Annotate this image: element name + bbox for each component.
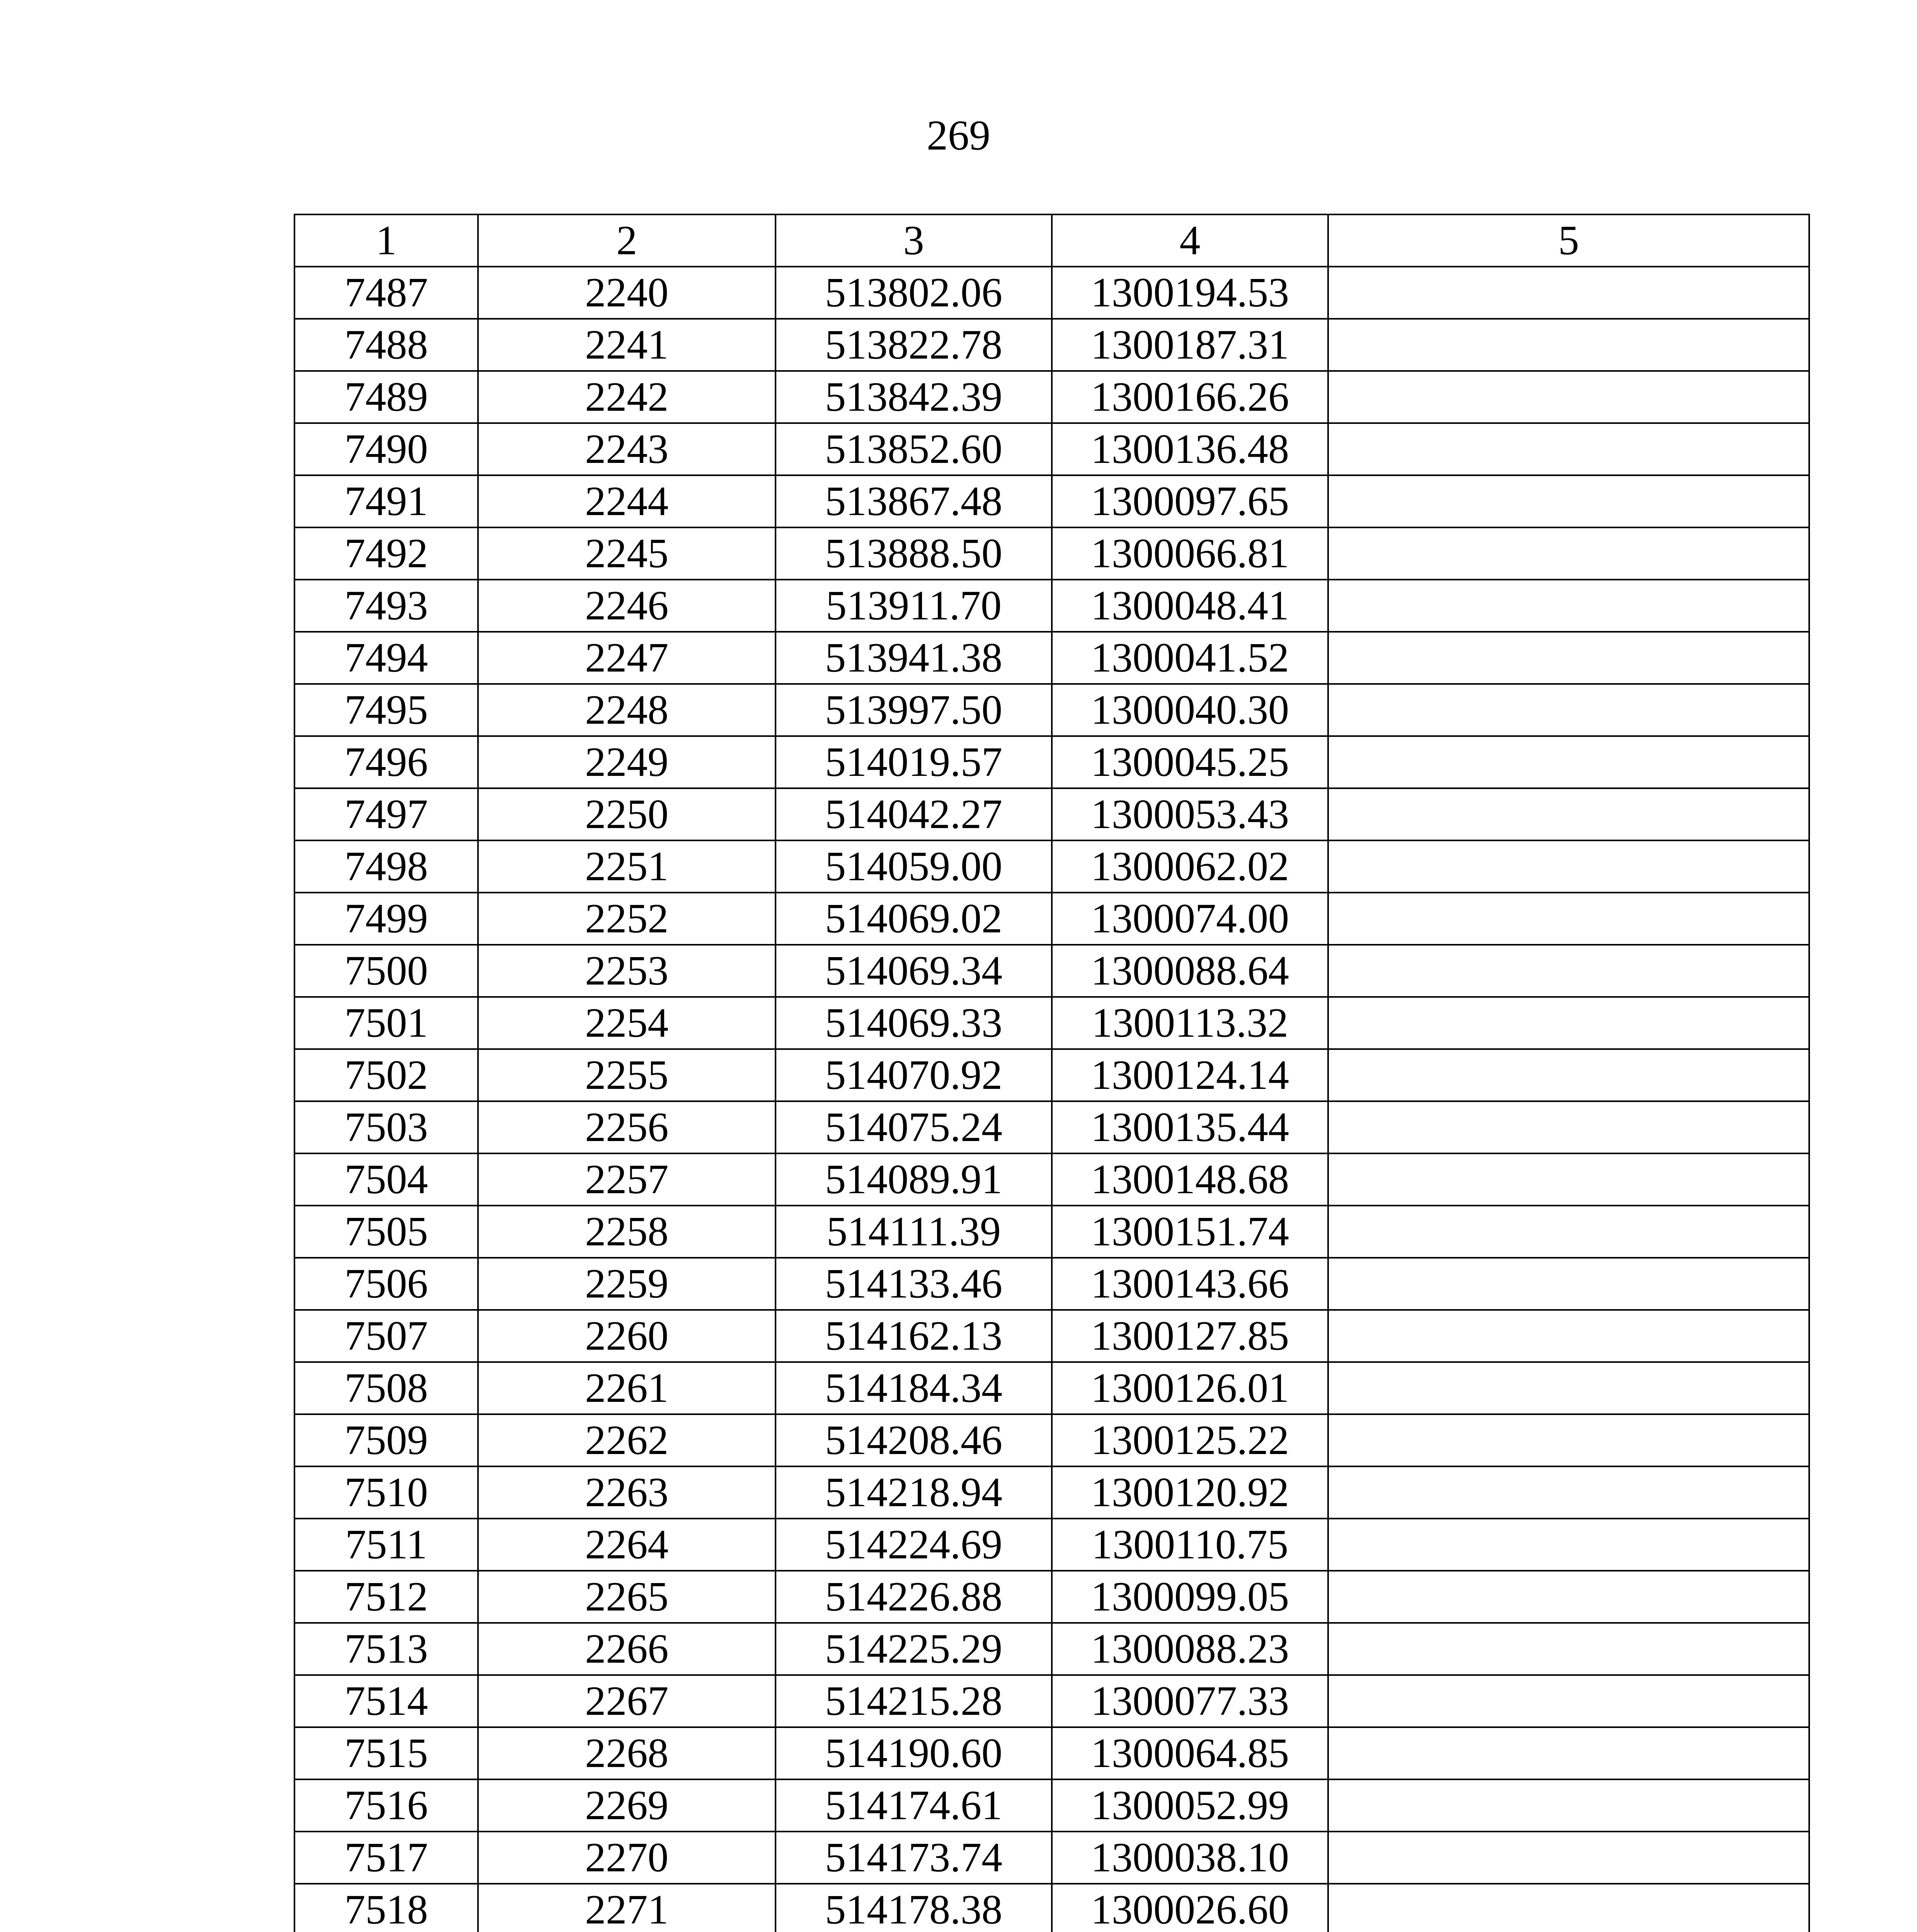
vertex-number-cell: 2266 — [478, 1623, 776, 1675]
point-number-cell: 7495 — [294, 684, 478, 736]
coordinate-y-cell: 1300194.53 — [1052, 267, 1328, 319]
table-row — [294, 736, 1809, 788]
table-row — [294, 1832, 1809, 1884]
point-number-cell: 7518 — [294, 1884, 478, 1932]
table-row — [294, 1727, 1809, 1779]
vertex-number-cell: 2257 — [478, 1153, 776, 1206]
note-cell — [1328, 1884, 1809, 1932]
coordinate-y-cell: 1300124.14 — [1052, 1049, 1328, 1101]
coordinate-x-cell: 513822.78 — [776, 319, 1052, 371]
vertex-number-cell: 2243 — [478, 423, 776, 475]
note-cell — [1328, 893, 1809, 945]
table-row — [294, 1258, 1809, 1310]
table-row — [294, 475, 1809, 527]
table-row — [294, 788, 1809, 840]
column-header-1: 1 — [294, 214, 478, 267]
table-row — [294, 997, 1809, 1049]
table-row — [294, 1571, 1809, 1623]
table-row — [294, 1206, 1809, 1258]
table-row — [294, 1884, 1809, 1932]
vertex-number-cell: 2270 — [478, 1832, 776, 1884]
coordinate-x-cell: 513911.70 — [776, 580, 1052, 632]
table-row — [294, 1153, 1809, 1206]
coordinate-y-cell: 1300135.44 — [1052, 1101, 1328, 1153]
table-row — [294, 893, 1809, 945]
table-row — [294, 423, 1809, 475]
coordinate-y-cell: 1300099.05 — [1052, 1571, 1328, 1623]
note-cell — [1328, 1206, 1809, 1258]
note-cell — [1328, 736, 1809, 788]
coordinate-y-cell: 1300040.30 — [1052, 684, 1328, 736]
table-row — [294, 580, 1809, 632]
coordinate-y-cell: 1300113.32 — [1052, 997, 1328, 1049]
coordinate-x-cell: 514069.34 — [776, 945, 1052, 997]
point-number-cell: 7489 — [294, 371, 478, 423]
vertex-number-cell: 2264 — [478, 1519, 776, 1571]
coordinate-y-cell: 1300151.74 — [1052, 1206, 1328, 1258]
vertex-number-cell: 2262 — [478, 1414, 776, 1466]
coordinate-y-cell: 1300053.43 — [1052, 788, 1328, 840]
page-number: 269 — [927, 112, 990, 159]
coordinate-x-cell: 514069.02 — [776, 893, 1052, 945]
note-cell — [1328, 1258, 1809, 1310]
point-number-cell: 7507 — [294, 1310, 478, 1362]
coordinate-x-cell: 513941.38 — [776, 632, 1052, 684]
note-cell — [1328, 1466, 1809, 1519]
coordinate-y-cell: 1300127.85 — [1052, 1310, 1328, 1362]
column-header-3: 3 — [776, 214, 1052, 267]
point-number-cell: 7509 — [294, 1414, 478, 1466]
point-number-cell: 7492 — [294, 527, 478, 580]
coordinate-y-cell: 1300074.00 — [1052, 893, 1328, 945]
coordinate-x-cell: 514111.39 — [776, 1206, 1052, 1258]
vertex-number-cell: 2255 — [478, 1049, 776, 1101]
vertex-number-cell: 2267 — [478, 1675, 776, 1727]
coordinate-y-cell: 1300052.99 — [1052, 1779, 1328, 1832]
coordinate-y-cell: 1300064.85 — [1052, 1727, 1328, 1779]
vertex-number-cell: 2271 — [478, 1884, 776, 1932]
coordinate-x-cell: 514184.34 — [776, 1362, 1052, 1414]
vertex-number-cell: 2269 — [478, 1779, 776, 1832]
point-number-cell: 7516 — [294, 1779, 478, 1832]
vertex-number-cell: 2265 — [478, 1571, 776, 1623]
table-row — [294, 1466, 1809, 1519]
table-row — [294, 1362, 1809, 1414]
coordinate-x-cell: 514226.88 — [776, 1571, 1052, 1623]
table-row — [294, 1675, 1809, 1727]
vertex-number-cell: 2248 — [478, 684, 776, 736]
coordinate-y-cell: 1300143.66 — [1052, 1258, 1328, 1310]
note-cell — [1328, 1519, 1809, 1571]
point-number-cell: 7517 — [294, 1832, 478, 1884]
coordinate-y-cell: 1300041.52 — [1052, 632, 1328, 684]
note-cell — [1328, 1727, 1809, 1779]
note-cell — [1328, 1571, 1809, 1623]
coordinate-y-cell: 1300062.02 — [1052, 840, 1328, 893]
coordinate-y-cell: 1300088.23 — [1052, 1623, 1328, 1675]
vertex-number-cell: 2250 — [478, 788, 776, 840]
column-header-5: 5 — [1328, 214, 1809, 267]
vertex-number-cell: 2258 — [478, 1206, 776, 1258]
coordinate-y-cell: 1300166.26 — [1052, 371, 1328, 423]
note-cell — [1328, 1362, 1809, 1414]
vertex-number-cell: 2256 — [478, 1101, 776, 1153]
coordinate-x-cell: 514089.91 — [776, 1153, 1052, 1206]
coordinate-y-cell: 1300048.41 — [1052, 580, 1328, 632]
note-cell — [1328, 371, 1809, 423]
point-number-cell: 7500 — [294, 945, 478, 997]
note-cell — [1328, 632, 1809, 684]
coordinate-x-cell: 513852.60 — [776, 423, 1052, 475]
note-cell — [1328, 840, 1809, 893]
table-row — [294, 267, 1809, 319]
point-number-cell: 7490 — [294, 423, 478, 475]
point-number-cell: 7512 — [294, 1571, 478, 1623]
table-header — [294, 214, 1809, 267]
vertex-number-cell: 2245 — [478, 527, 776, 580]
point-number-cell: 7498 — [294, 840, 478, 893]
coordinate-x-cell: 513888.50 — [776, 527, 1052, 580]
vertex-number-cell: 2242 — [478, 371, 776, 423]
note-cell — [1328, 788, 1809, 840]
table-row — [294, 371, 1809, 423]
coordinate-x-cell: 514069.33 — [776, 997, 1052, 1049]
note-cell — [1328, 267, 1809, 319]
note-cell — [1328, 1414, 1809, 1466]
table-row — [294, 945, 1809, 997]
vertex-number-cell: 2268 — [478, 1727, 776, 1779]
point-number-cell: 7515 — [294, 1727, 478, 1779]
coordinate-y-cell: 1300088.64 — [1052, 945, 1328, 997]
point-number-cell: 7508 — [294, 1362, 478, 1414]
coordinate-x-cell: 514070.92 — [776, 1049, 1052, 1101]
coordinate-x-cell: 514174.61 — [776, 1779, 1052, 1832]
table-row — [294, 1310, 1809, 1362]
note-cell — [1328, 997, 1809, 1049]
point-number-cell: 7491 — [294, 475, 478, 527]
header-row — [294, 214, 1809, 267]
point-number-cell: 7513 — [294, 1623, 478, 1675]
vertex-number-cell: 2259 — [478, 1258, 776, 1310]
coordinate-x-cell: 514059.00 — [776, 840, 1052, 893]
table-body — [294, 267, 1809, 1932]
point-number-cell: 7487 — [294, 267, 478, 319]
note-cell — [1328, 319, 1809, 371]
coordinate-y-cell: 1300097.65 — [1052, 475, 1328, 527]
table-row — [294, 527, 1809, 580]
note-cell — [1328, 423, 1809, 475]
vertex-number-cell: 2261 — [478, 1362, 776, 1414]
table-row — [294, 1623, 1809, 1675]
vertex-number-cell: 2244 — [478, 475, 776, 527]
note-cell — [1328, 1310, 1809, 1362]
coordinate-y-cell: 1300136.48 — [1052, 423, 1328, 475]
vertex-number-cell: 2252 — [478, 893, 776, 945]
column-header-2: 2 — [478, 214, 776, 267]
coordinate-y-cell: 1300187.31 — [1052, 319, 1328, 371]
point-number-cell: 7505 — [294, 1206, 478, 1258]
table-row — [294, 1779, 1809, 1832]
coordinate-x-cell: 514173.74 — [776, 1832, 1052, 1884]
point-number-cell: 7488 — [294, 319, 478, 371]
column-header-4: 4 — [1052, 214, 1328, 267]
coordinate-x-cell: 514162.13 — [776, 1310, 1052, 1362]
point-number-cell: 7494 — [294, 632, 478, 684]
table-row — [294, 319, 1809, 371]
vertex-number-cell: 2251 — [478, 840, 776, 893]
point-number-cell: 7503 — [294, 1101, 478, 1153]
point-number-cell: 7510 — [294, 1466, 478, 1519]
coordinate-x-cell: 514178.38 — [776, 1884, 1052, 1932]
vertex-number-cell: 2254 — [478, 997, 776, 1049]
coordinate-y-cell: 1300125.22 — [1052, 1414, 1328, 1466]
vertex-number-cell: 2263 — [478, 1466, 776, 1519]
coordinate-x-cell: 514133.46 — [776, 1258, 1052, 1310]
note-cell — [1328, 1153, 1809, 1206]
table-row — [294, 1101, 1809, 1153]
point-number-cell: 7497 — [294, 788, 478, 840]
note-cell — [1328, 580, 1809, 632]
vertex-number-cell: 2249 — [478, 736, 776, 788]
point-number-cell: 7504 — [294, 1153, 478, 1206]
table-row — [294, 1519, 1809, 1571]
table-row — [294, 1049, 1809, 1101]
note-cell — [1328, 1675, 1809, 1727]
table-row — [294, 1414, 1809, 1466]
coordinate-x-cell: 513842.39 — [776, 371, 1052, 423]
vertex-number-cell: 2246 — [478, 580, 776, 632]
coordinate-x-cell: 514215.28 — [776, 1675, 1052, 1727]
vertex-number-cell: 2260 — [478, 1310, 776, 1362]
point-number-cell: 7502 — [294, 1049, 478, 1101]
coordinate-y-cell: 1300038.10 — [1052, 1832, 1328, 1884]
coordinate-x-cell: 514218.94 — [776, 1466, 1052, 1519]
coordinate-x-cell: 513802.06 — [776, 267, 1052, 319]
coordinate-x-cell: 514075.24 — [776, 1101, 1052, 1153]
coordinate-y-cell: 1300126.01 — [1052, 1362, 1328, 1414]
coordinate-y-cell: 1300077.33 — [1052, 1675, 1328, 1727]
coordinate-y-cell: 1300148.68 — [1052, 1153, 1328, 1206]
coordinate-y-cell: 1300120.92 — [1052, 1466, 1328, 1519]
coordinate-x-cell: 514208.46 — [776, 1414, 1052, 1466]
coordinate-x-cell: 514042.27 — [776, 788, 1052, 840]
note-cell — [1328, 1832, 1809, 1884]
vertex-number-cell: 2240 — [478, 267, 776, 319]
note-cell — [1328, 1779, 1809, 1832]
point-number-cell: 7493 — [294, 580, 478, 632]
point-number-cell: 7496 — [294, 736, 478, 788]
coordinate-x-cell: 514224.69 — [776, 1519, 1052, 1571]
table-row — [294, 840, 1809, 893]
point-number-cell: 7511 — [294, 1519, 478, 1571]
coordinate-x-cell: 513867.48 — [776, 475, 1052, 527]
coordinate-y-cell: 1300045.25 — [1052, 736, 1328, 788]
point-number-cell: 7499 — [294, 893, 478, 945]
note-cell — [1328, 1049, 1809, 1101]
note-cell — [1328, 684, 1809, 736]
note-cell — [1328, 527, 1809, 580]
coordinate-y-cell: 1300110.75 — [1052, 1519, 1328, 1571]
table-row — [294, 632, 1809, 684]
coordinate-x-cell: 514190.60 — [776, 1727, 1052, 1779]
vertex-number-cell: 2253 — [478, 945, 776, 997]
coordinate-x-cell: 514019.57 — [776, 736, 1052, 788]
note-cell — [1328, 1623, 1809, 1675]
vertex-number-cell: 2247 — [478, 632, 776, 684]
coordinate-y-cell: 1300026.60 — [1052, 1884, 1328, 1932]
coordinates-table — [294, 214, 1810, 1932]
coordinate-x-cell: 514225.29 — [776, 1623, 1052, 1675]
coordinate-x-cell: 513997.50 — [776, 684, 1052, 736]
note-cell — [1328, 475, 1809, 527]
vertex-number-cell: 2241 — [478, 319, 776, 371]
note-cell — [1328, 1101, 1809, 1153]
table-row — [294, 684, 1809, 736]
point-number-cell: 7506 — [294, 1258, 478, 1310]
point-number-cell: 7514 — [294, 1675, 478, 1727]
coordinate-y-cell: 1300066.81 — [1052, 527, 1328, 580]
point-number-cell: 7501 — [294, 997, 478, 1049]
note-cell — [1328, 945, 1809, 997]
